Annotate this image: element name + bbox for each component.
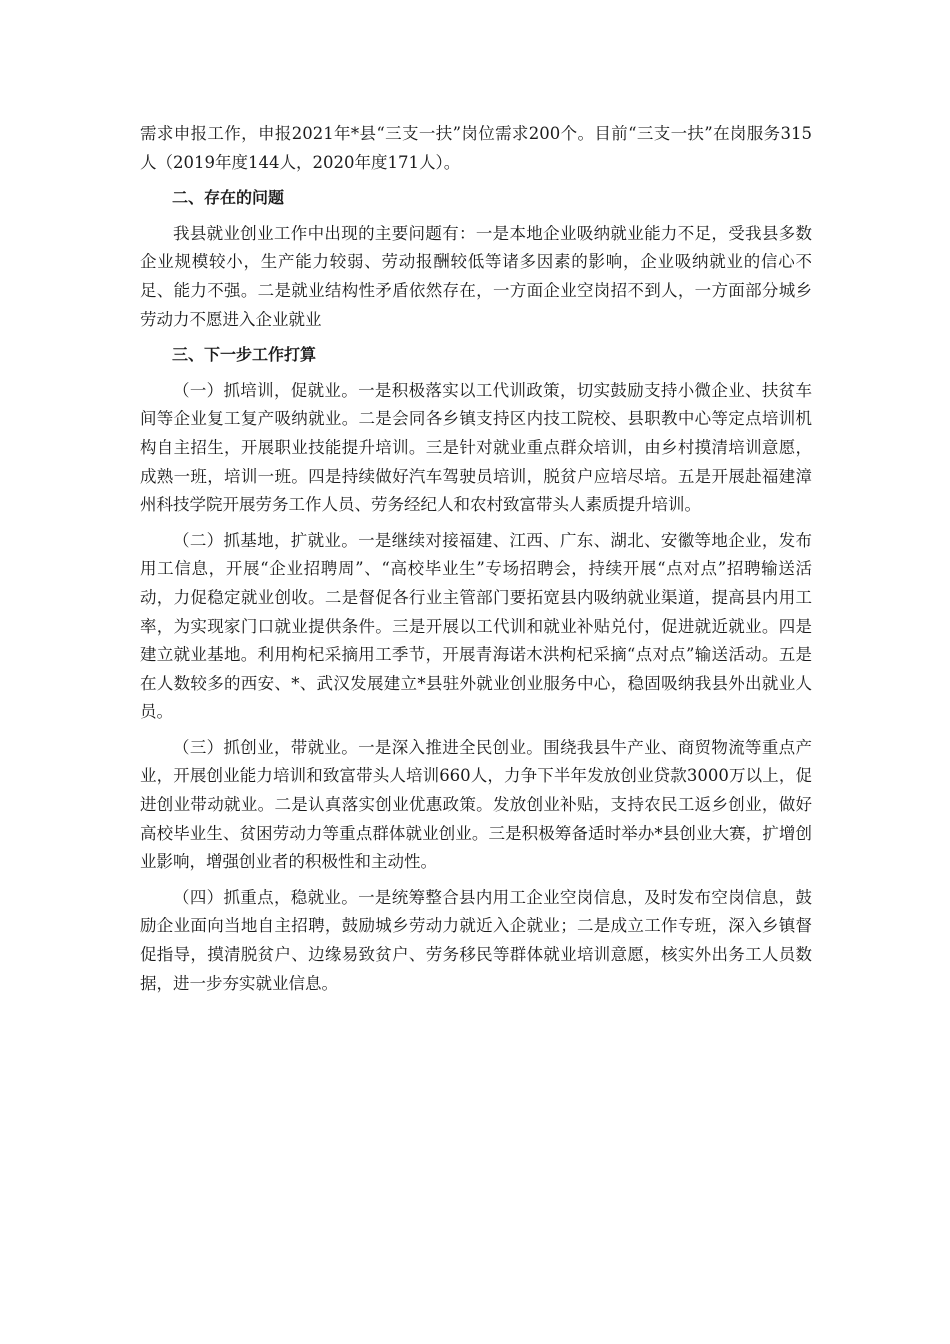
section-heading-next-steps: 三、下一步工作打算 [172,345,317,365]
next-steps-paragraph-entrepreneurship: （三）抓创业，带就业。一是深入推进全民创业。围绕我县牛产业、商贸物流等重点产业，开展创业能力培训和致富带头人培训660人，力争下半年发放创业贷款3000万以上，促进创业带动就业。二是认真落实创业优惠政策。发放创业补贴，支持农民工返乡创业，做好高校毕业生、贫困劳动力等重点群体就业创业。三是积极筹备适时举办*县创业大赛，扩增创业影响，增强创业者的积极性和主动性。 [140,737,812,872]
next-steps-paragraph-key-points: （四）抓重点，稳就业。一是统筹整合县内用工企业空岗信息，及时发布空岗信息，鼓励企业面向当地自主招聘，鼓励城乡劳动力就近入企就业；二是成立工作专班，深入乡镇督促指导，摸清脱贫户、边缘易致贫户、劳务移民等群体就业培训意愿，核实外出务工人员数据，进一步夯实就业信息。 [140,887,812,993]
document-page [140,120,812,1005]
next-steps-paragraph-bases: （二）抓基地，扩就业。一是继续对接福建、江西、广东、湖北、安徽等地企业，发布用工信息，开展“企业招聘周”、“高校毕业生”专场招聘会，持续开展“点对点”招聘输送活动，力促稳定就业创收。二是督促各行业主管部门要拓宽县内吸纳就业渠道，提高县内用工率，为实现家门口就业提供条件。三是开展以工代训和就业补贴兑付，促进就近就业。四是建立就业基地。利用枸杞采摘用工季节，开展青海诺木洪枸杞采摘“点对点”输送活动。五是在人数较多的西安、*、武汉发展建立*县驻外就业创业服务中心，稳固吸纳我县外出就业人员。 [140,530,812,722]
continuation-paragraph: 需求申报工作，申报2021年*县“三支一扶”岗位需求200个。目前“三支一扶”在岗服务315人（2019年度144人，2020年度171人）。 [140,124,812,172]
section-heading-problems: 二、存在的问题 [172,188,285,208]
problems-paragraph: 我县就业创业工作中出现的主要问题有：一是本地企业吸纳就业能力不足，受我县多数企业规模较小，生产能力较弱、劳动报酬较低等诸多因素的影响，企业吸纳就业的信心不足、能力不强。二是就业结构性矛盾依然存在，一方面企业空岗招不到人，一方面部分城乡劳动力不愿进入企业就业 [140,223,812,329]
next-steps-paragraph-training: （一）抓培训，促就业。一是积极落实以工代训政策，切实鼓励支持小微企业、扶贫车间等企业复工复产吸纳就业。二是会同各乡镇支持区内技工院校、县职教中心等定点培训机构自主招生，开展职业技能提升培训。三是针对就业重点群众培训，由乡村摸清培训意愿，成熟一班，培训一班。四是持续做好汽车驾驶员培训，脱贫户应培尽培。五是开展赴福建漳州科技学院开展劳务工作人员、劳务经纪人和农村致富带头人素质提升培训。 [140,380,812,515]
